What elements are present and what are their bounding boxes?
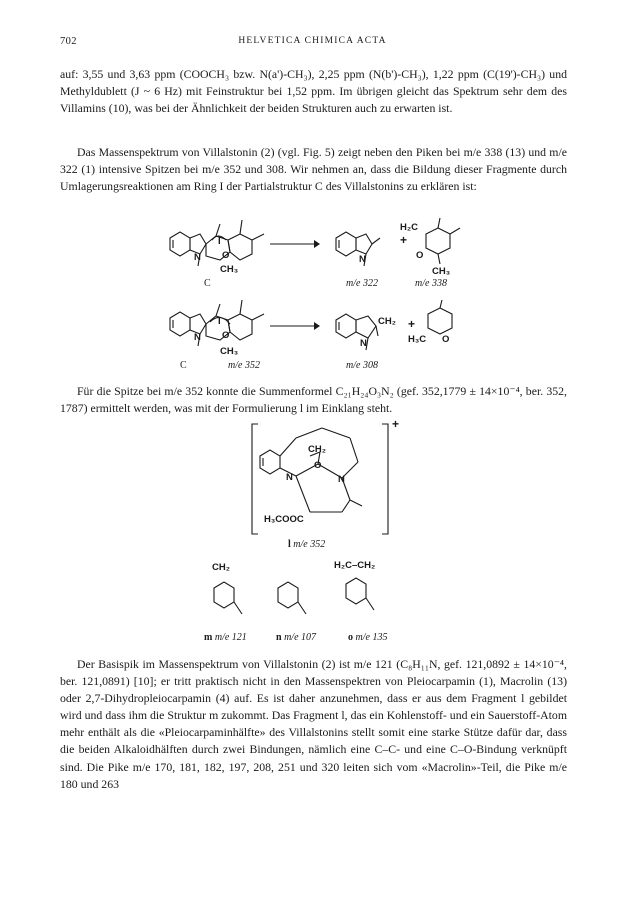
fragment-n-caption — [276, 632, 316, 643]
fragment-308-label: m/e 308 — [346, 360, 378, 371]
fragment-338-label: m/e 338 — [415, 278, 447, 289]
ester-group: H₃COOC — [264, 514, 304, 525]
atom-n-l2: N — [338, 474, 345, 485]
ch2-group-l: CH₂ — [308, 444, 326, 455]
paragraph-1: auf: 3,55 und 3,63 ppm (COOCH₃ bzw. N(a')-CH₃), 2,25 ppm (N(b')-CH₃), 1,22 ppm (C(19')-CH₃) und Methyldublett (J ~ 6 Hz) mit Feinstruktur bei 1,52 ppm. Im übrigen gleicht das Spektrum sehr dem des Villamins (10), was bei der Ähnlichkeit der beiden Strukturen auch zu erwarten ist. — [60, 67, 567, 116]
plus-sign-1: + — [400, 233, 408, 247]
structure-l-label — [288, 539, 325, 550]
ring-label-i: I — [218, 236, 221, 247]
fragment-m-structure — [204, 558, 254, 628]
atom-o-l: O — [314, 460, 322, 471]
structure-l — [250, 416, 400, 541]
atom-o-2: O — [416, 250, 424, 261]
h2c-group: H₂C — [400, 222, 418, 233]
fragment-o-structure — [330, 552, 400, 622]
scheme-row-2-reactant — [150, 290, 280, 362]
atom-n-l1: N — [286, 472, 293, 483]
fragment-m-caption — [204, 632, 247, 643]
fragment-o-caption — [348, 632, 387, 643]
atom-n-3: N — [194, 332, 201, 343]
atom-n-2: N — [359, 254, 366, 265]
h3c-group: H₃C — [408, 334, 427, 345]
scheme-row-1-label-c: C — [204, 278, 211, 289]
fragment-m-mass: m/e 121 — [214, 632, 247, 643]
atom-o-3: O — [222, 330, 230, 341]
plus-sign-2: + — [408, 317, 416, 331]
charge-plus: + — [392, 417, 400, 431]
fragment-338-structure — [398, 216, 488, 278]
fragment-308-structure — [328, 298, 478, 360]
running-header — [60, 36, 565, 50]
fragment-m-substituent: CH₂ — [212, 562, 230, 573]
fragment-n-structure — [268, 558, 318, 628]
fragment-n-letter: n — [276, 632, 282, 643]
structure-l-mass: m/e 352 — [293, 539, 326, 550]
structure-l-letter: l — [288, 539, 291, 550]
page-number: 702 — [60, 36, 77, 47]
atom-n-4: N — [360, 338, 367, 349]
atom-o-4: O — [442, 334, 450, 345]
scheme-row-2-label-352: m/e 352 — [228, 360, 260, 371]
ch3-group-2: CH₃ — [432, 266, 451, 277]
reaction-arrow-1 — [270, 238, 320, 250]
atom-n: N — [194, 252, 201, 263]
fragment-322-structure — [328, 216, 408, 278]
scheme-row-2-label-c: C — [180, 360, 187, 371]
ch3-group-3: CH₃ — [220, 346, 239, 357]
paragraph-2: Das Massenspektrum von Villalstonin (2) (vgl. Fig. 5) zeigt neben den Piken bei m/e 338 (13) und m/e 322 (1) intensive Spitzen bei m/e 352 und 308. Wir nehmen an, dass die Bildung dieser Fragmente durch Umlagerungsreaktionen am Ring I der Partialstruktur C des Villalstonins zu erklären ist: — [60, 145, 567, 194]
fragment-322-label: m/e 322 — [346, 278, 378, 289]
ch2-group: CH₂ — [378, 316, 396, 327]
atom-o: O — [222, 250, 230, 261]
fragment-m-letter: m — [204, 632, 213, 643]
fragment-o-mass: m/e 135 — [355, 632, 388, 643]
fragment-o-letter: o — [348, 632, 353, 643]
ring-label-i-2: I — [218, 316, 221, 327]
journal-title: HELVETICA CHIMICA ACTA — [238, 36, 387, 46]
scheme-row-1-reactant — [150, 210, 280, 282]
fragment-o-substituent: H₂C–CH₂ — [334, 560, 376, 571]
paragraph-4: Der Basispik im Massenspektrum von Villalstonin (2) ist m/e 121 (C₈H₁₁N, gef. 121,0892 ± 14×10⁻⁴, ber. 121,0891) [10]; er tritt praktisch nicht in den Massenspektren von Pleiocarpamin (1), Macrolin (13) oder 2,7-Dihydropleiocarpamin (4) auf. Es ist daher anzunehmen, dass er aus dem Fragment l gebildet wird und dass ihm die Struktur m zukommt. Das Fragment l, das ein Kohlenstoff- und ein Sauerstoff-Atom mehr enthält als die «Pleiocarpaminhälfte» des Villalstonins stellt somit eine starke Stütze dafür dar, dass die beiden Alkaloidhälften durch zwei Bindungen, nämlich eine C–C- und eine C–O-Bindung verknüpft sind. Die Pike m/e 170, 181, 182, 197, 208, 251 und 320 leiten sich vom «Macrolin»-Teil, die Pike m/e 180 und 263 — [60, 657, 567, 791]
ch3-group: CH₃ — [220, 264, 239, 275]
paragraph-3: Für die Spitze bei m/e 352 konnte die Summenformel C₂₁H₂₄O₃N₂ (gef. 352,1779 ± 14×10⁻⁴, ber. 352, 1787) ermittelt werden, was mit der Formulierung l im Einklang steht. — [60, 384, 567, 416]
fragment-n-mass: m/e 107 — [284, 632, 317, 643]
reaction-arrow-2 — [270, 320, 320, 332]
